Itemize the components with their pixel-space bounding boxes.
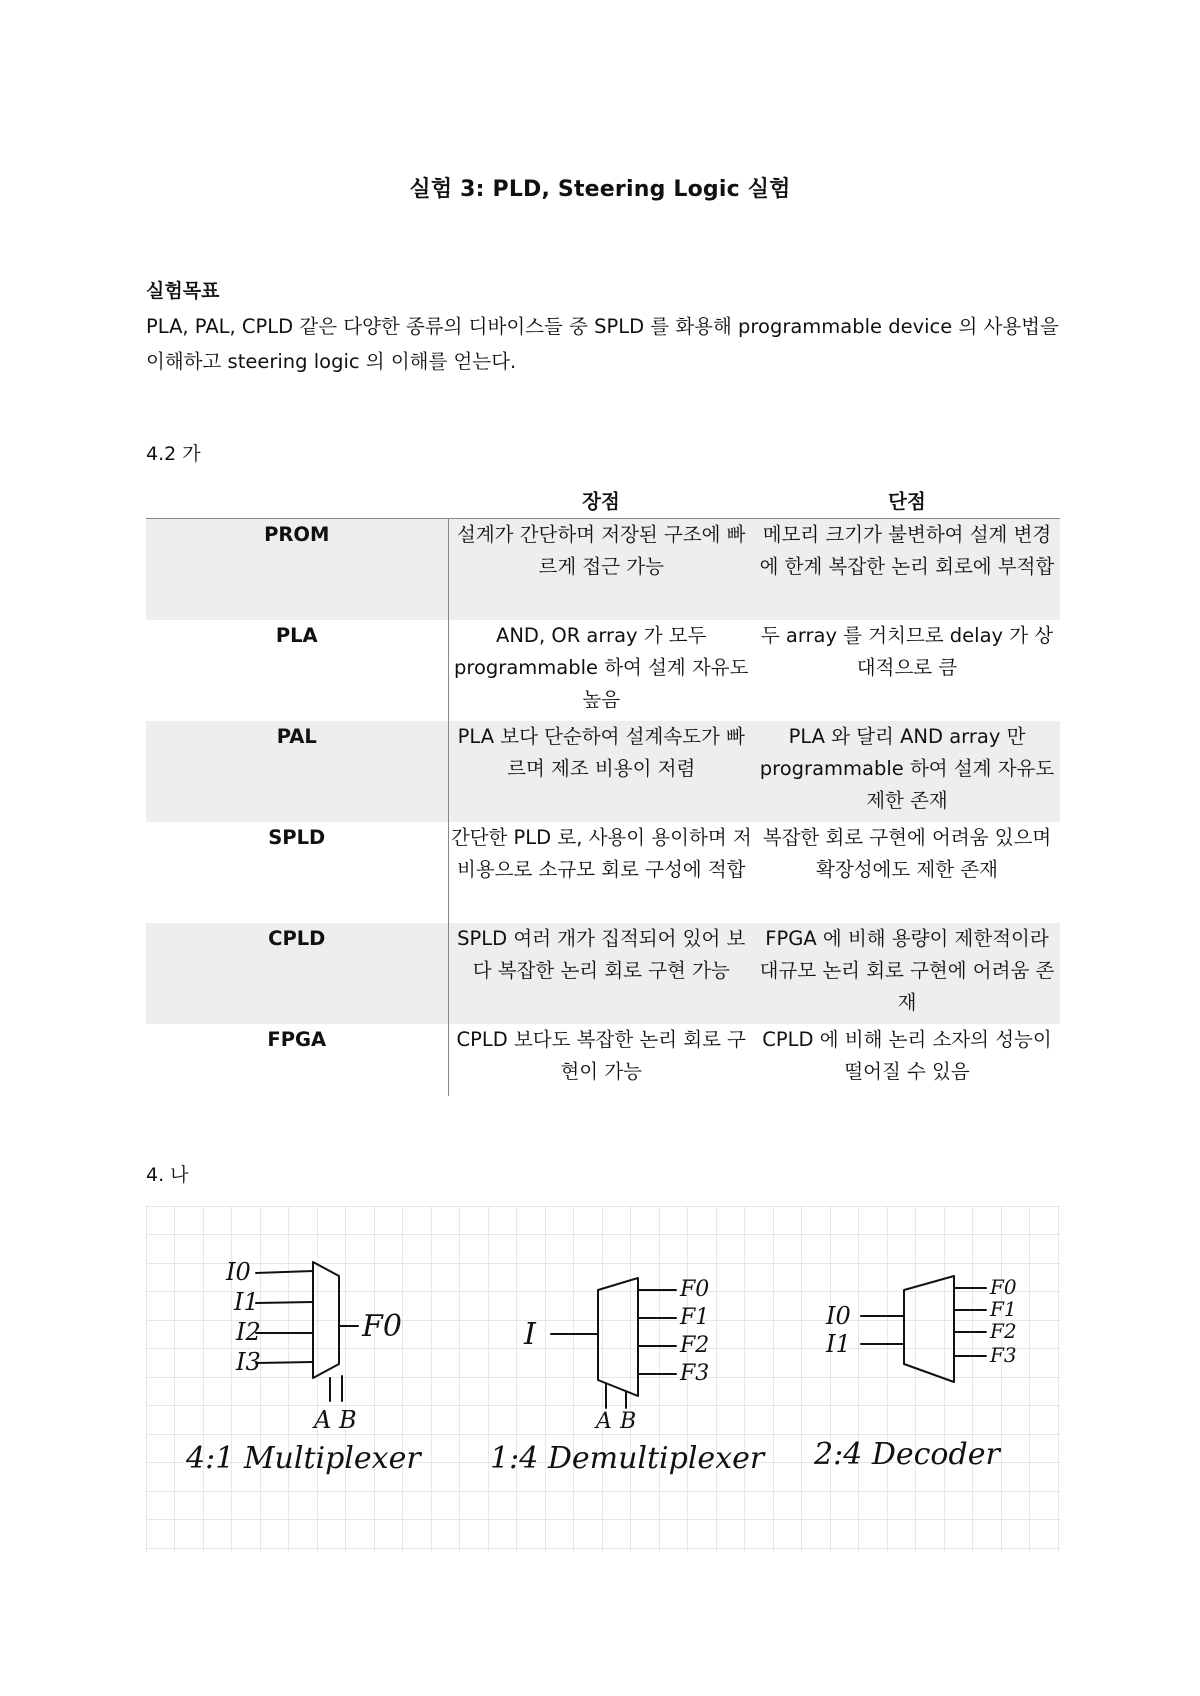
section-a-heading: 4.2 가: [146, 443, 201, 465]
page-title: 실험 3: PLD, Steering Logic 실험: [409, 177, 791, 202]
pros-cell: CPLD 보다도 복잡한 논리 회로 구현이 가능: [456, 1028, 746, 1083]
decoder-output-label: F0: [990, 1275, 1017, 1299]
cons-cell: 복잡한 회로 구현에 어려움 있으며 확장성에도 제한 존재: [762, 826, 1052, 881]
table-row: [146, 822, 1060, 923]
header-pros: 장점: [448, 486, 754, 519]
pros-cell: PLA 보다 단순하여 설계속도가 빠르며 제조 비용이 저렴: [448, 721, 754, 822]
decoder-input-label: I1: [826, 1330, 851, 1358]
cons-cell: 메모리 크기가 불변하여 설계 변경에 한계 복잡한 논리 회로에 부적합: [754, 519, 1060, 621]
comparison-table: [146, 486, 1060, 1096]
cons-cell: 두 array 를 거치므로 delay 가 상대적으로 큼: [760, 624, 1054, 679]
demux-caption: 1:4 Demultiplexer: [490, 1441, 765, 1476]
demux-output-label: F1: [680, 1305, 710, 1330]
device-name: CPLD: [146, 923, 448, 1024]
mux-input-label: I2: [236, 1318, 261, 1346]
demux-output-label: F3: [680, 1361, 710, 1386]
device-name: PROM: [146, 519, 448, 621]
pros-cell: SPLD 여러 개가 집적되어 있어 보다 복잡한 논리 회로 구현 가능: [448, 923, 754, 1024]
mux-select-label: A B: [314, 1406, 357, 1434]
table-row: [146, 1024, 1060, 1096]
decoder-input-label: I0: [826, 1302, 851, 1330]
mux-input-label: I0: [226, 1258, 251, 1286]
demux-select-label: B: [620, 1409, 637, 1434]
header-device: [146, 486, 448, 519]
table-row: [146, 923, 1060, 1024]
handwritten-circuit-sketch: [146, 1206, 1060, 1552]
header-cons: 단점: [754, 486, 1060, 519]
pros-cell: 간단한 PLD 로, 사용이 용이하며 저비용으로 소규모 회로 구성에 적합: [450, 826, 752, 881]
objective-heading: 실험목표: [146, 280, 220, 302]
grid-paper: [146, 1206, 1060, 1552]
decoder-caption: 2:4 Decoder: [814, 1437, 1000, 1472]
decoder-output-label: F3: [990, 1343, 1017, 1367]
mux-input-label: I1: [234, 1288, 259, 1316]
pros-cell: AND, OR array 가 모두 programmable 하여 설계 자유도 높음: [454, 624, 749, 711]
device-name: PLA: [146, 620, 448, 721]
table-row: [146, 519, 1060, 621]
demux-output-label: F0: [680, 1277, 710, 1302]
mux-output-label: F0: [362, 1309, 402, 1344]
table-header-row: [146, 486, 1060, 519]
demux-input-label: I: [524, 1317, 536, 1352]
section-b-heading: 4. 나: [146, 1164, 189, 1186]
demux-output-label: F2: [680, 1333, 710, 1358]
device-name: SPLD: [146, 822, 448, 923]
device-name: FPGA: [146, 1024, 448, 1096]
cons-cell: CPLD 에 비해 논리 소자의 성능이 떨어질 수 있음: [762, 1028, 1052, 1083]
decoder-output-label: F1: [990, 1297, 1017, 1321]
cons-cell: PLA 와 달리 AND array 만 programmable 하여 설계 자유도 제한 존재: [754, 721, 1060, 822]
decoder-output-label: F2: [990, 1319, 1017, 1343]
device-name: PAL: [146, 721, 448, 822]
mux-caption: 4:1 Multiplexer: [186, 1441, 421, 1476]
cons-cell: FPGA 에 비해 용량이 제한적이라 대규모 논리 회로 구현에 어려움 존재: [754, 923, 1060, 1024]
objective-body: PLA, PAL, CPLD 같은 다양한 종류의 디바이스들 중 SPLD 를 화용해 programmable device 의 사용법을 이해하고 steering logic 의 이해를 얻는다.: [146, 315, 1059, 373]
table-row: [146, 620, 1060, 721]
table-row: [146, 721, 1060, 822]
mux-input-label: I3: [236, 1348, 261, 1376]
pros-cell: 설계가 간단하며 저장된 구조에 빠르게 접근 가능: [448, 519, 754, 621]
demux-select-label: A: [596, 1409, 612, 1434]
